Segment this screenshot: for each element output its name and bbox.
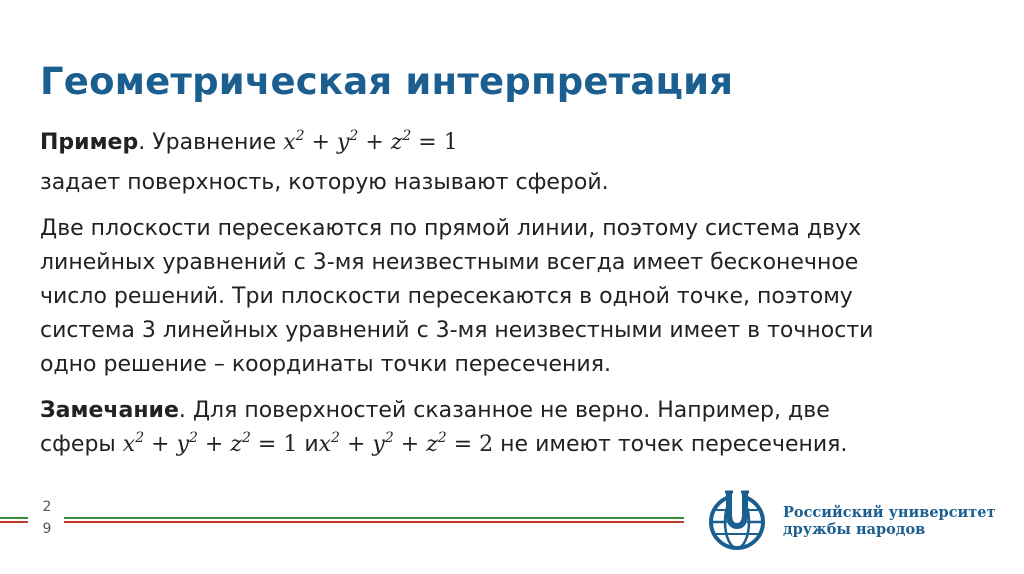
remark-text: сферы	[40, 432, 116, 457]
remark-text: . Для поверхностей сказанное не верно. Например, две	[178, 398, 830, 423]
var-z: z	[390, 130, 403, 155]
var-x: x	[318, 432, 332, 457]
university-logo	[705, 488, 1005, 558]
var-y: y	[176, 432, 189, 457]
equation-rhs: 1	[283, 432, 298, 457]
university-name	[783, 504, 995, 538]
exponent: 2	[135, 430, 145, 446]
page-digit: 2	[42, 499, 52, 515]
example-text: . Уравнение	[138, 130, 277, 155]
example-label: Пример	[40, 130, 139, 155]
plus-sign: +	[400, 432, 420, 457]
plus-sign: +	[311, 130, 330, 155]
page-digit: 9	[42, 521, 52, 537]
slide-content	[40, 126, 1000, 462]
remark-label: Замечание	[40, 398, 179, 423]
sphere-equation-2	[319, 432, 494, 457]
remark-text: не имеют точек пересечения.	[500, 432, 848, 457]
remark-line	[40, 394, 1000, 428]
exponent: 2	[437, 430, 447, 446]
sphere-equation	[283, 130, 458, 155]
exponent: 2	[402, 128, 412, 144]
plus-sign: +	[204, 432, 224, 457]
equals-sign: =	[257, 432, 277, 457]
var-y: y	[336, 130, 350, 155]
footer-rule-main-red	[64, 521, 684, 523]
university-name-line: Российский университет	[783, 504, 996, 521]
equation-rhs: 2	[479, 432, 494, 457]
plus-sign: +	[346, 432, 366, 457]
exponent: 2	[331, 430, 340, 446]
equals-sign: =	[418, 130, 437, 155]
exponent: 2	[241, 430, 251, 446]
paragraph-line: одно решение – координаты точки пересечения.	[40, 352, 611, 377]
university-name-line: дружбы народов	[783, 521, 926, 538]
var-x: x	[122, 432, 136, 457]
plus-sign: +	[151, 432, 170, 457]
remark-line-2	[40, 428, 1000, 462]
example-line-2: задает поверхность, которую называют сферой.	[40, 170, 609, 195]
exponent: 2	[349, 128, 359, 144]
footer-rule-left-red	[0, 521, 28, 523]
equals-sign: =	[453, 432, 473, 457]
plus-sign: +	[365, 130, 384, 155]
var-z: z	[230, 432, 242, 457]
exponent: 2	[189, 430, 198, 446]
footer-rule-left	[0, 517, 28, 519]
globe-logo-icon	[705, 488, 775, 552]
var-z: z	[426, 432, 438, 457]
slide-title: Геометрическая интерпретация	[40, 60, 734, 103]
exponent: 2	[295, 128, 305, 144]
exponent: 2	[384, 430, 394, 446]
var-x: x	[283, 130, 296, 155]
conjunction: и	[304, 432, 319, 457]
footer-rule-main	[64, 517, 684, 519]
page-number	[36, 496, 58, 540]
sphere-equation-1	[123, 432, 298, 457]
paragraph-line: число решений. Три плоскости пересекаются в одной точке, поэтому	[40, 284, 853, 309]
paragraph-line: Две плоскости пересекаются по прямой линии, поэтому система двух	[40, 216, 862, 241]
paragraph-line: линейных уравнений с 3-мя неизвестными всегда имеет бесконечное	[40, 250, 859, 275]
example-line	[40, 126, 1000, 160]
paragraph-line: система 3 линейных уравнений с 3-мя неизвестными имеет в точности	[40, 318, 874, 343]
var-y: y	[372, 432, 385, 457]
equation-rhs: 1	[443, 130, 458, 155]
